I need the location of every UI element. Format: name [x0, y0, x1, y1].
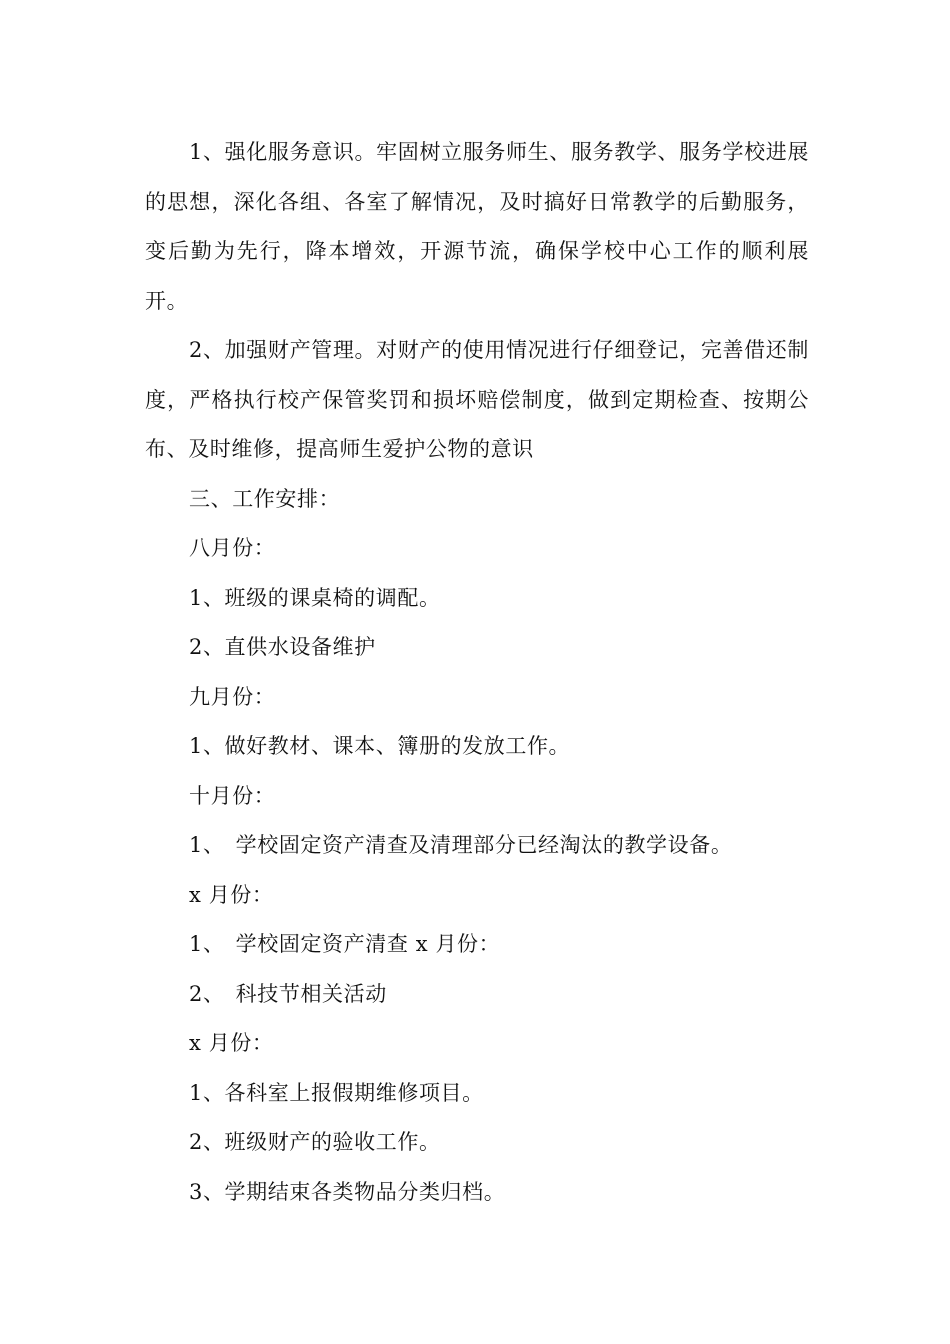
paragraph-service-awareness: 1、强化服务意识。牢固树立服务师生、服务教学、服务学校进展的思想，深化各组、各室了解情况，及时搞好日常教学的后勤服务，变后勤为先行，降本增效，开源节流，确保学校中心工作的顺利展开。: [145, 140, 809, 313]
month-heading-september: 九月份：: [189, 684, 276, 709]
document-body: [145, 128, 809, 1217]
list-item: 1、班级的课桌椅的调配。: [189, 585, 441, 610]
list-item: 1、做好教材、课本、簿册的发放工作。: [189, 734, 571, 758]
list-item: 2、直供水设备维护: [189, 635, 376, 659]
list-item: 3、学期结束各类物品分类归档。: [189, 1179, 506, 1204]
list-item: 1、 学校固定资产清查及清理部分已经淘汰的教学设备。: [189, 833, 733, 857]
paragraph-property-management: 2、加强财产管理。对财产的使用情况进行仔细登记，完善借还制度，严格执行校产保管奖罚和损坏赔偿制度，做到定期检查、按期公布、及时维修，提高师生爱护公物的意识: [145, 338, 809, 461]
month-heading-august: 八月份：: [189, 536, 276, 560]
month-heading-x-2: x 月份：: [189, 1031, 274, 1055]
month-heading-october: 十月份：: [189, 783, 276, 808]
list-item: 2、班级财产的验收工作。: [189, 1130, 441, 1154]
list-item: 1、 学校固定资产清查 x 月份：: [189, 932, 501, 956]
list-item: 1、各科室上报假期维修项目。: [189, 1080, 484, 1105]
month-heading-x-1: x 月份：: [189, 882, 274, 907]
section-heading-work-schedule: 三、工作安排：: [189, 486, 341, 511]
list-item: 2、 科技节相关活动: [189, 981, 387, 1006]
